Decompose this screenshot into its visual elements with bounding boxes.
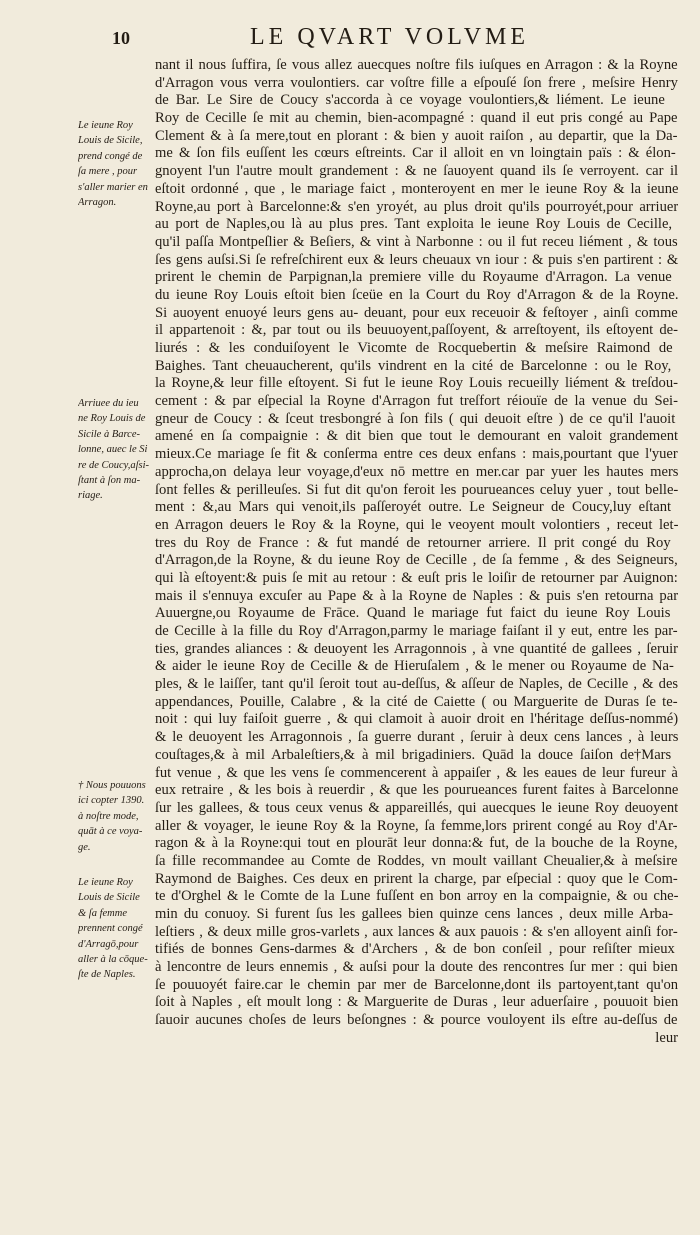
text-line: ples, & le laiſſer, tant qu'il ſeroit tout au-deſſus, & aſſeur de Naples, de Cecille , & des	[155, 676, 678, 693]
margin-note-line: riage.	[78, 490, 103, 502]
text-line: aller & voyager, le ieune Roy & la Royne, ſa femme,lors prirent congé au Roy d'Ar-	[155, 817, 678, 834]
text-line: amené en ſa compaignie : & dit bien que tout le demourant en valoit grandement	[155, 428, 678, 445]
text-line: & aider le ieune Roy de Cecille & de Hieruſalem , & le mener ou Royaume de Na-	[155, 658, 674, 675]
text-line: ſauoir aucunes choſes de leurs beſongnes : & pource vouloyent ils eſtre au-deſſus de	[155, 1012, 678, 1029]
margin-note-line: s'aller marier en	[78, 181, 148, 193]
text-line: ragon & à la Royne:qui tout en plourāt leur donna:& fut, de la bouche de la Royne,	[155, 835, 678, 852]
margin-note-line: & ſa femme	[78, 907, 127, 919]
text-line: leſtiers , & deux mille gros-varlets , aux lances & aux pauois : & s'en alloyent ainſi for-	[155, 923, 678, 940]
text-line: & le deuoyent les Arragonnois , ſa guerre durant , ſeruir à deux cens lances , à leurs	[155, 729, 678, 746]
text-line: mieux.Ce mariage ſe fit & conſerma entre ces deux enfans : mais,pourtant que l'yuer	[155, 446, 678, 463]
text-line: de Bar. Le Sire de Coucy s'accorda à ce voyage voulontiers,& liément. Le ieune	[155, 92, 665, 109]
catchword: leur	[655, 1029, 678, 1046]
margin-note-line: aller à la cōque-	[78, 954, 148, 966]
margin-note-line: ſa mere , pour	[78, 166, 138, 178]
main-text	[155, 57, 678, 1048]
margin-note-line: ſte de Naples.	[78, 969, 136, 981]
text-line: noit : qui luy faiſoit guerre , & qui clamoit à auoir droit en l'héritage deſſus-nommé)	[155, 711, 678, 728]
text-line: ment : &,au Mars qui venoit,ils paſſeroyét outre. Le Seigneur de Coucy,luy eſtant	[155, 499, 672, 516]
text-line: cement : & par eſpecial la Royne d'Arragon fut treſfort réiouïe de la venue du Sei-	[155, 393, 678, 410]
margin-note-line: Le ieune Roy	[78, 120, 133, 131]
text-line: fut venue , & que les vens ſe commencerent à appaiſer , & les eaues de leur fureur à	[155, 764, 678, 781]
text-line: ſa fille recommandee au Comte de Roddes, vn moult vaillant Cheualier,& à meſsire	[155, 852, 678, 869]
text-line: il appartenoit : &, par tout ou ils beuuoyent,paſſoyent, & arreſtoyent, ils eſtoyent de-	[155, 322, 678, 339]
text-line: tres du Roy de France : & fut mandé de retourner arriere. Il prit congé du Roy	[155, 534, 671, 551]
text-line: ſoit à Naples , eſt moult long : & Marguerite de Duras , leur aduerſaire , pouuoit bien	[155, 994, 678, 1011]
margin-note-line: Arriuee du ieu	[78, 398, 139, 409]
margin-note-line: Le ieune Roy	[78, 877, 133, 888]
text-line: qui là eſtoyent:& puis ſe mit au retour : & euſt pris le loiſir de retourner par Auignon:	[155, 569, 678, 586]
text-line: eſtoit ordonné , que , le mariage faict , monteroyent en mer le ieune Roy & la ieune	[155, 180, 678, 197]
text-line: d'Arragon vous verra voulontiers. car voſtre fille a eſpouſé ſon frere , meſsire Henry	[155, 74, 678, 91]
margin-note-line: d'Arragō,pour	[78, 938, 139, 950]
page-number: 10	[112, 28, 130, 48]
margin-note-line: à noſtre mode,	[78, 810, 139, 822]
text-line: qu'il paſſa Montpeſlier & Beſiers, & vint à Narbonne : ou il fut receu liément , & tous	[155, 233, 678, 250]
margin-note-line: ici copter 1390.	[78, 795, 145, 807]
margin-note-line: Louis de Sicile	[78, 892, 140, 904]
text-line: nant il nous ſuffira, ſe vous allez auecques noſtre fils iuſques en Arragon : & la Royne	[155, 57, 678, 73]
margin-note-line: ſtant à ſon ma-	[78, 475, 141, 487]
text-line: tifiés de bonnes Gens-darmes & d'Archers , & de bon conſeil , pour reſiſter mieux	[155, 941, 675, 958]
text-line: d'Arragon,de la Royne, & du ieune Roy de Cecille , de ſa femme , & des Seigneurs,	[155, 552, 678, 569]
margin-note-line: ne Roy Louis de	[78, 413, 146, 425]
margin-note-1	[78, 118, 152, 210]
margin-note-4	[78, 875, 152, 983]
text-line: ſont felles & perilleuſes. Si fut dit qu'on feroit les pourueances celuy yuer , tout belle-	[155, 481, 678, 498]
text-line: approcha,on delaya leur voyage,d'eux nō mettre en mer.car par yuer les hautes mers	[155, 463, 678, 480]
text-line: en Arragon deuers le Roy & la Royne, qui le veoyent moult volontiers , receut let-	[155, 516, 678, 533]
text-line: à lencontre de leurs ennemis , & auſsi pour la doute des rencontres ſur mer : qui bien	[155, 959, 678, 976]
text-line: couſtages,& à mil Arbaleſtiers,& à mil brigadiniers. Quād la douce ſaiſon de†Mars	[155, 746, 672, 763]
page-header	[0, 24, 700, 54]
running-title: LE QVART VOLVME	[250, 24, 530, 50]
text-line: liurés : & les conduiſoyent le Vicomte de Rocquebertin & meſsire Raimond de	[155, 340, 673, 356]
margin-note-line: re de Coucy,aſsi-	[78, 459, 150, 471]
text-line: Roy de Cecille ſe mit au chemin, bien-acompagné : quand il eut pris congé au Pape	[155, 110, 678, 127]
text-line: min du conuoy. Si furent ſus les gallees bien quinze cens lances , deux mille Arba-	[155, 906, 674, 922]
margin-note-line: Sicile à Barce-	[78, 428, 141, 440]
margin-note-line: lonne, auec le Si	[78, 444, 148, 456]
text-line: Clement & à ſa mere,tout en plorant : & bien y auoit raiſon , au departir, que la Da-	[155, 127, 678, 144]
text-line: te d'Orghel & le Comte de la Lune fuſſent en bon arroy en la compaignie, & ou che-	[155, 888, 678, 905]
text-line: eux retraire , & les bois à reuerdir , & que les pourueances furent faites à Barcelonne	[155, 782, 678, 799]
text-line: la Royne,& leur fille eſtoyent. Si fut le ieune Roy Louis recueilly liément & treſdou-	[155, 375, 678, 392]
text-line: mais il s'ennuya excuſer au Pape & à la Royne de Naples : & puis s'en retourna par	[155, 587, 678, 604]
text-line: gneur de Coucy : & ſceut tresbongré à ſon fils ( qui deuoit eſtre ) de ce qu'il l'auoit	[155, 410, 676, 427]
margin-note-line: Louis de Sicile,	[78, 135, 143, 147]
text-line: du ieune Roy Louis eſtoit bien ſceüe en la Court du Roy d'Arragon & de la Royne.	[155, 286, 678, 303]
margin-note-line: prend congé de	[78, 150, 143, 162]
margin-note-2	[78, 396, 152, 504]
margin-note-line: quāt à ce voya-	[78, 826, 143, 838]
text-line: Baighes. Tant cheuaucherent, qu'ils vindrent en la cité de Barcelonne : ou le Roy,	[155, 357, 672, 374]
text-line: Raymond de Baighes. Ces deux en prirent la charge, par eſpecial : quoy que le Com-	[155, 870, 678, 887]
text-line: au port de Naples,ou là au plus pres. Tant exploita le ieune Roy Louis de Cecille,	[155, 216, 673, 233]
text-line: Royne,au port à Barcelonne:& s'en yroyét, au plus droit qu'ils pourroyét,pour arriuer	[155, 198, 678, 215]
text-line: prirent le chemin de Parpignan,la premiere ville du Royaume d'Arragon. La venue	[155, 269, 672, 286]
text-line: ties, grandes aliances : & deuoyent les Arragonnois , à vne quantité de gallees , ſeruir	[155, 640, 678, 657]
text-line: ſe pouuoyét faire.car le chemin par mer de Barcelonne,dont ils partoyent,tant qu'on	[155, 976, 678, 993]
text-line: me & ſon fils euſſent les cœurs eſtreints. Car il alloit en vn loingtain païs : & élon-	[155, 145, 676, 162]
text-line: Auuergne,ou Royaume de Frāce. Quand le mariage fut faict du ieune Roy Louis	[155, 605, 671, 622]
margin-note-line: prennent congé	[78, 923, 143, 935]
text-line: gnoyent l'un l'autre moult grandement : & ne ſauoyent quand ils ſe verroyent. car il	[155, 163, 678, 180]
text-line: de Cecille à la fille du Roy d'Arragon,parmy le mariage faiſant il y eut, entre les par-	[155, 623, 678, 639]
text-line: Si auoyent enuoyé leurs gens au- deuant, pour eux receuoir & feſtoyer , ainſi comme	[155, 304, 678, 321]
margin-note-3	[78, 778, 152, 855]
text-line: appendances, Pouille, Calabre , & la cité de Caiette ( ou Marguerite de Duras ſe te-	[155, 693, 678, 710]
margin-note-line: ge.	[78, 841, 91, 853]
text-line: ſur les gallees, & tous ceux venus & appareillés, qui auecques le ieune Roy deuoyent	[155, 799, 678, 816]
margin-note-line: † Nous pouuons	[78, 780, 146, 791]
margin-note-line: Arragon.	[78, 197, 117, 209]
text-line: ſes gens auſsi.Si ſe refreſchirent eux & leurs cheuaux vn iour : & puis s'en partirent : &	[155, 251, 678, 268]
